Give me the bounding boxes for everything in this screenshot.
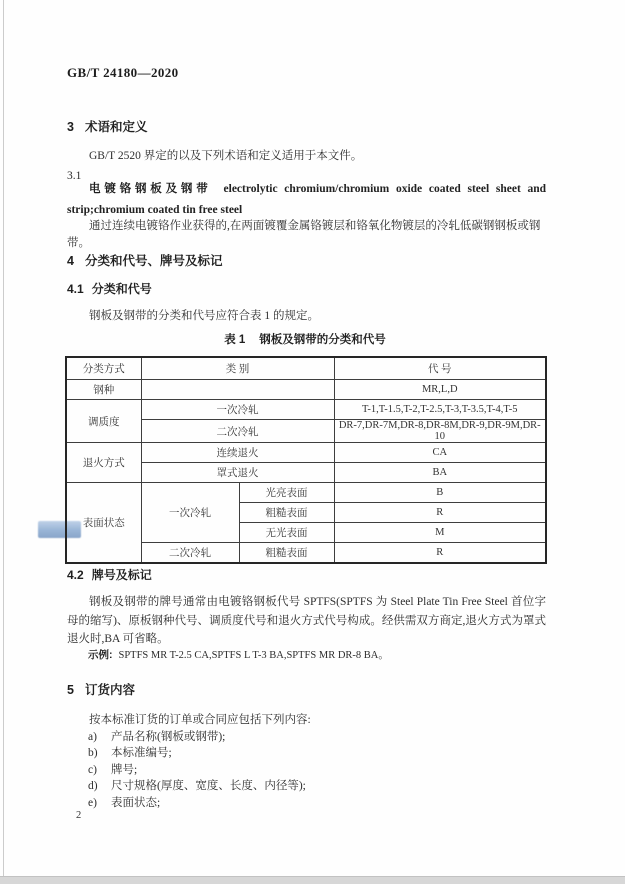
cell-surface-single: 一次冷轧 [141, 483, 239, 543]
page-number: 2 [76, 810, 82, 821]
cell-temper-double: 二次冷轧 [141, 420, 334, 443]
section-4-1-title: 分类和代号 [91, 282, 152, 296]
cell-steel-type-label: 钢种 [66, 380, 141, 400]
table-row [66, 443, 546, 463]
table-1-caption-label: 表 1 [224, 334, 246, 346]
section-3-heading [67, 117, 147, 135]
cell-surface-matte-code: M [334, 523, 546, 543]
clause-3-1-number: 3.1 [67, 170, 82, 182]
section-5-intro: 按本标准订货的订单或合同应包括下列内容: [89, 714, 311, 726]
section-4-2-title: 牌号及标记 [91, 568, 152, 582]
cell-annealing-label: 退火方式 [66, 443, 141, 483]
list-item-text: 尺寸规格(厚度、宽度、长度、内径等); [111, 780, 306, 793]
list-item-label: d) [88, 780, 98, 793]
term-definition-heading [67, 179, 546, 221]
table-row [66, 400, 546, 420]
cell-surface-bright-code: B [334, 483, 546, 503]
example-text: SPTFS MR T-2.5 CA,SPTFS L T-3 BA,SPTFS MR DR-8 BA。 [118, 650, 389, 661]
designation-example [88, 647, 389, 662]
list-item-label: c) [88, 763, 97, 776]
cell-annealing-batch-code: BA [334, 463, 546, 483]
section-4-heading [67, 251, 222, 269]
list-item [88, 745, 528, 761]
cell-steel-type-category [141, 380, 334, 400]
section-3-intro: GB/T 2520 界定的以及下列术语和定义适用于本文件。 [89, 150, 363, 162]
table-1-caption-title: 钢板及钢带的分类和代号 [259, 334, 386, 346]
section-4-2-number: 4.2 [67, 568, 84, 582]
table-1-caption [65, 331, 545, 347]
section-5-title: 订货内容 [84, 683, 135, 697]
cell-temper-label: 调质度 [66, 400, 141, 443]
term-english: electrolytic chromium/chromium oxide coated steel sheet and strip;chromium coated tin free steel [67, 183, 547, 216]
section-4-number: 4 [67, 254, 74, 268]
section-4-1-body: 钢板及钢带的分类和代号应符合表 1 的规定。 [89, 310, 319, 322]
cell-surface-rough2: 粗糙表面 [239, 543, 334, 564]
cell-steel-type-code: MR,L,D [334, 380, 546, 400]
example-label: 示例: [88, 649, 113, 661]
list-item-text: 牌号; [111, 763, 138, 776]
scan-bottom-edge [0, 876, 625, 884]
list-item [88, 795, 528, 811]
term-definition-body: 通过连续电镀铬作业获得的,在两面镀覆金属铬镀层和铬氧化物镀层的冷轧低碳钢钢板或钢带。 [67, 220, 541, 249]
cell-surface-label: 表面状态 [66, 483, 141, 564]
classification-codes-table [65, 356, 547, 564]
cell-temper-single: 一次冷轧 [141, 400, 334, 420]
list-item-text: 表面状态; [111, 796, 161, 809]
cell-annealing-batch: 罩式退火 [141, 463, 334, 483]
term-chinese: 电镀铬钢板及钢带 [89, 183, 212, 195]
order-content-list [88, 729, 528, 811]
col-header-classification: 分类方式 [66, 357, 141, 380]
list-item [88, 762, 528, 778]
list-item-text: 产品名称(钢板或钢带); [111, 731, 226, 743]
list-item-label: a) [88, 731, 97, 743]
table-header-row [66, 357, 546, 380]
section-4-1-heading [67, 280, 152, 297]
col-header-category: 类 别 [141, 357, 334, 380]
list-item-label: e) [88, 796, 97, 809]
section-5-heading [67, 680, 135, 698]
cell-surface-rough1-code: R [334, 503, 546, 523]
col-header-code: 代 号 [334, 357, 546, 380]
list-item-label: b) [88, 747, 98, 760]
section-4-2-body: 钢板及钢带的牌号通常由电镀铬钢板代号 SPTFS(SPTFS 为 Steel Plate Tin Free Steel 首位字母的缩写)、原板钢种代号、调质度代号和退火方式代号构成。经供需双方商定,退火方式为罩式退火时,BA 可省略。 [67, 596, 546, 645]
cell-annealing-continuous-code: CA [334, 443, 546, 463]
cell-surface-matte: 无光表面 [239, 523, 334, 543]
cell-annealing-continuous: 连续退火 [141, 443, 334, 463]
cell-temper-double-codes: DR-7,DR-7M,DR-8,DR-8M,DR-9,DR-9M,DR-10 [334, 420, 546, 443]
cell-surface-bright: 光亮表面 [239, 483, 334, 503]
cell-surface-double: 二次冷轧 [141, 543, 239, 564]
cell-temper-single-codes: T-1,T-1.5,T-2,T-2.5,T-3,T-3.5,T-4,T-5 [334, 400, 546, 420]
section-3-title: 术语和定义 [84, 120, 148, 134]
scan-page-edge [3, 0, 4, 884]
table-row [66, 483, 546, 503]
section-4-1-number: 4.1 [67, 282, 84, 296]
table-row [66, 380, 546, 400]
standard-number: GB/T 24180—2020 [67, 65, 179, 80]
cell-surface-rough1: 粗糙表面 [239, 503, 334, 523]
section-5-number: 5 [67, 683, 74, 697]
list-item [88, 729, 528, 745]
list-item [88, 778, 528, 794]
section-3-number: 3 [67, 120, 74, 134]
list-item-text: 本标准编号; [111, 747, 172, 760]
section-4-2-heading [67, 566, 152, 583]
cell-surface-rough2-code: R [334, 543, 546, 564]
section-4-title: 分类和代号、牌号及标记 [84, 254, 223, 268]
